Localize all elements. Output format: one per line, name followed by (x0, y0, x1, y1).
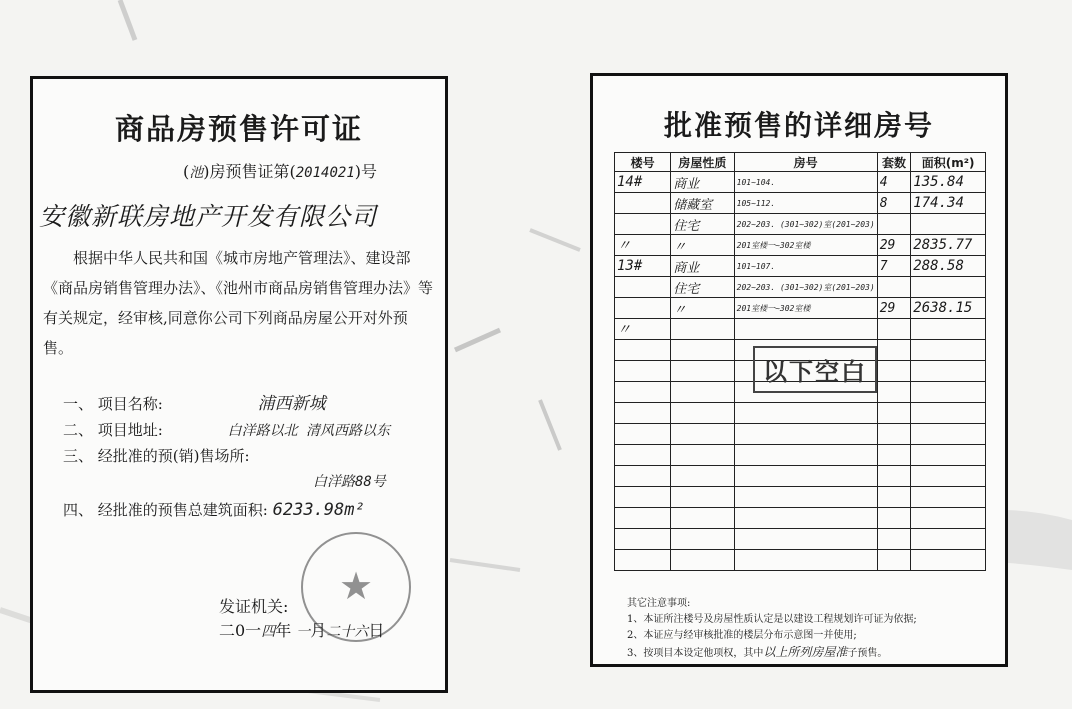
cell-units (877, 277, 911, 298)
cell-area: 2835.77 (911, 235, 986, 256)
cell-room-no: 201室楼一~302室楼 (734, 298, 877, 319)
project-address-value: 白洋路以北 清风西路以东 (227, 423, 391, 439)
cell-units: 4 (877, 172, 911, 193)
cell-building (615, 277, 671, 298)
table-row (615, 508, 986, 529)
cell-room-no: 202~203. (301~302)室(201~203) (734, 214, 877, 235)
cell-area: 288.58 (911, 256, 986, 277)
total-area-item: 四、 经批准的预售总建筑面积: 6233.98m² (63, 500, 365, 520)
cell-property-type (671, 340, 734, 361)
cell-building (615, 445, 671, 466)
cell-property-type (671, 361, 734, 382)
total-area-value: 6233.98m² (272, 500, 365, 520)
cell-area: 174.34 (911, 193, 986, 214)
cell-area (911, 403, 986, 424)
table-row (615, 445, 986, 466)
cell-room-no (734, 508, 877, 529)
cell-area (911, 508, 986, 529)
cell-room-no: 202~203. (301~302)室(201~203) (734, 277, 877, 298)
cell-area (911, 340, 986, 361)
cell-property-type (671, 529, 734, 550)
cell-building: 14# (615, 172, 671, 193)
project-address-item: 二、 项目地址: 白洋路以北 清风西路以东 (63, 421, 391, 439)
table-row (615, 529, 986, 550)
issue-date: 二0一四年 一月二十六日 (219, 621, 385, 640)
cell-units (877, 508, 911, 529)
cell-area (911, 466, 986, 487)
cell-area (911, 382, 986, 403)
table-row (615, 298, 986, 319)
cell-building: 13# (615, 256, 671, 277)
table-row (615, 235, 986, 256)
cell-room-no (734, 529, 877, 550)
cell-room-no: 105~112. (734, 193, 877, 214)
table-row (615, 256, 986, 277)
header-area: 面积(m²) (911, 153, 986, 172)
cell-building: 〃 (615, 319, 671, 340)
cell-units (877, 424, 911, 445)
cell-room-no: 101~104. (734, 172, 877, 193)
cell-room-no (734, 424, 877, 445)
cell-building (615, 214, 671, 235)
cell-building (615, 361, 671, 382)
cell-units (877, 487, 911, 508)
company-name-handwritten: 安徽新联房地产开发有限公司 (39, 202, 378, 231)
cell-room-no (734, 445, 877, 466)
note-item: 1、本证所注楼号及房屋性质认定是以建设工程规划许可证为依据; (627, 614, 917, 625)
notes-section (627, 596, 997, 662)
cell-building (615, 529, 671, 550)
note-handwritten: 以上所列房屋准 (763, 645, 848, 659)
cell-building: 〃 (615, 235, 671, 256)
cell-room-no (734, 550, 877, 571)
table-row (615, 172, 986, 193)
cell-property-type: 储藏室 (671, 193, 734, 214)
cell-area (911, 487, 986, 508)
table-row (615, 214, 986, 235)
cell-units: 29 (877, 298, 911, 319)
cell-units: 29 (877, 235, 911, 256)
certificate-number: (池)房预售证第(2014021)号 (183, 162, 378, 181)
cell-units: 8 (877, 193, 911, 214)
cell-units (877, 466, 911, 487)
blank-below-stamp: 以下空白 (753, 346, 877, 393)
cell-property-type (671, 508, 734, 529)
cell-property-type: 〃 (671, 235, 734, 256)
cell-room-no (734, 466, 877, 487)
cell-property-type (671, 550, 734, 571)
cell-room-no: 201室楼一~302室楼 (734, 235, 877, 256)
table-row (615, 466, 986, 487)
cell-units (877, 403, 911, 424)
header-property-type: 房屋性质 (671, 153, 734, 172)
notes-title: 其它注意事项: (627, 598, 691, 609)
cell-property-type (671, 424, 734, 445)
sales-site-item: 三、 经批准的预(销)售场所: (63, 447, 250, 465)
cert-prefix-handwritten: 池 (189, 165, 204, 181)
cell-property-type: 商业 (671, 256, 734, 277)
cell-building (615, 424, 671, 445)
certificate-title: 商品房预售许可证 (114, 112, 363, 146)
cell-area (911, 361, 986, 382)
cell-property-type: 住宅 (671, 214, 734, 235)
cell-building (615, 193, 671, 214)
cell-building (615, 340, 671, 361)
issuing-authority-label: 发证机关: (219, 597, 289, 616)
header-room-no: 房号 (734, 153, 877, 172)
cell-building (615, 487, 671, 508)
cell-property-type (671, 382, 734, 403)
cell-area (911, 445, 986, 466)
cell-building (615, 382, 671, 403)
cell-building (615, 466, 671, 487)
cell-units (877, 529, 911, 550)
cell-property-type: 〃 (671, 298, 734, 319)
cell-area (911, 529, 986, 550)
cell-building (615, 550, 671, 571)
cell-units: 7 (877, 256, 911, 277)
cell-units (877, 445, 911, 466)
header-building: 楼号 (615, 153, 671, 172)
project-name-value: 浦西新城 (257, 394, 326, 414)
cell-area (911, 424, 986, 445)
cell-area: 135.84 (911, 172, 986, 193)
cell-units (877, 319, 911, 340)
cell-units (877, 361, 911, 382)
cell-area (911, 319, 986, 340)
cell-units (877, 214, 911, 235)
seal-star-icon: ★ (338, 564, 374, 608)
table-row (615, 277, 986, 298)
cell-property-type (671, 487, 734, 508)
cell-area (911, 277, 986, 298)
cell-property-type (671, 466, 734, 487)
note-item: 3、按项目本设定他项权，其中以上所列房屋准子预售。 (627, 645, 888, 659)
room-list-title: 批准预售的详细房号 (663, 109, 934, 142)
table-row (615, 403, 986, 424)
project-name-item: 一、 项目名称: 浦西新城 (63, 394, 326, 414)
table-row (615, 193, 986, 214)
approved-room-list (590, 73, 1008, 667)
cell-property-type (671, 403, 734, 424)
cell-property-type: 住宅 (671, 277, 734, 298)
cell-property-type: 商业 (671, 172, 734, 193)
cell-area: 2638.15 (911, 298, 986, 319)
table-row (615, 550, 986, 571)
cell-units (877, 340, 911, 361)
cell-building (615, 508, 671, 529)
cert-number-handwritten: 2014021 (295, 165, 355, 181)
cell-room-no (734, 319, 877, 340)
cell-units (877, 382, 911, 403)
table-row (615, 424, 986, 445)
cell-property-type (671, 445, 734, 466)
cell-area (911, 214, 986, 235)
table-row (615, 319, 986, 340)
cell-units (877, 550, 911, 571)
sales-site-value: 白洋路88号 (313, 474, 386, 490)
cell-area (911, 550, 986, 571)
cell-room-no: 101~107. (734, 256, 877, 277)
certificate-body: 根据中华人民共和国《城市房地产管理法》、建设部《商品房销售管理办法》、《池州市商品房销售管理办法》等有关规定，经审核,同意你公司下列商品房屋公开对外预售。 (43, 249, 434, 357)
header-units: 套数 (877, 153, 911, 172)
presale-permit-certificate (30, 76, 448, 693)
cell-room-no (734, 403, 877, 424)
table-header-row (615, 153, 986, 172)
table-row (615, 487, 986, 508)
cell-room-no (734, 487, 877, 508)
cell-property-type (671, 319, 734, 340)
cell-building (615, 298, 671, 319)
cell-building (615, 403, 671, 424)
note-item: 2、本证应与经审核批准的楼层分布示意图一并使用; (627, 630, 857, 641)
